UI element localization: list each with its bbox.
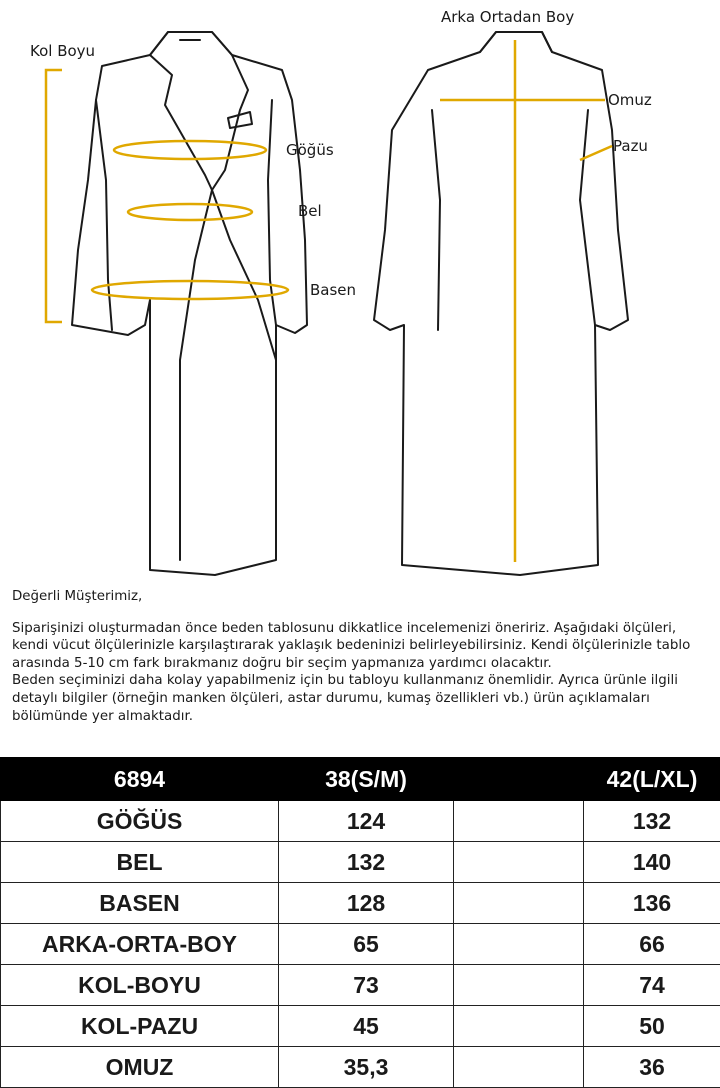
- header-size-lxl: 42(L/XL): [584, 758, 720, 801]
- kol-boyu-label: Kol Boyu: [30, 42, 95, 60]
- arka-orta-boy-label: Arka Ortadan Boy: [441, 8, 574, 26]
- cell-value: 36: [584, 1047, 720, 1088]
- cell-empty: [454, 924, 584, 965]
- table-row: [1, 1047, 720, 1088]
- cell-value: 140: [584, 842, 720, 883]
- table-row: [1, 965, 720, 1006]
- back-coat-sketch: [374, 32, 628, 575]
- header-size-sm: 38(S/M): [279, 758, 454, 801]
- cell-value: 128: [279, 883, 454, 924]
- cell-value: 132: [279, 842, 454, 883]
- cell-value: 35,3: [279, 1047, 454, 1088]
- cell-empty: [454, 842, 584, 883]
- row-label: GÖĞÜS: [1, 801, 279, 842]
- cell-value: 74: [584, 965, 720, 1006]
- header-model-code: 6894: [1, 758, 279, 801]
- table-row: [1, 1006, 720, 1047]
- cell-empty: [454, 965, 584, 1006]
- cell-empty: [454, 1006, 584, 1047]
- omuz-label: Omuz: [608, 91, 652, 109]
- cell-value: 50: [584, 1006, 720, 1047]
- row-label: BEL: [1, 842, 279, 883]
- row-label: OMUZ: [1, 1047, 279, 1088]
- cell-value: 65: [279, 924, 454, 965]
- table-row: [1, 842, 720, 883]
- row-label: ARKA-ORTA-BOY: [1, 924, 279, 965]
- notice-greeting: Değerli Müşterimiz,: [12, 588, 712, 606]
- cell-value: 45: [279, 1006, 454, 1047]
- gogus-label: Göğüs: [286, 141, 334, 159]
- cell-value: 73: [279, 965, 454, 1006]
- size-chart-table: [0, 757, 720, 1088]
- cell-empty: [454, 883, 584, 924]
- bel-label: Bel: [298, 202, 322, 220]
- table-header-row: [1, 758, 720, 801]
- row-label: KOL-PAZU: [1, 1006, 279, 1047]
- table-row: [1, 883, 720, 924]
- cell-empty: [454, 801, 584, 842]
- cell-empty: [454, 1047, 584, 1088]
- kol-boyu-guide: [46, 70, 62, 322]
- cell-value: 136: [584, 883, 720, 924]
- basen-label: Basen: [310, 281, 356, 299]
- table-row: [1, 924, 720, 965]
- notice-paragraph-2: Beden seçiminizi daha kolay yapabilmeniz için bu tabloyu kullanmanız önemlidir. Ayrıca ürünle ilgili detaylı bilgiler (örneğin manken ölçüleri, astar durumu, kumaş özellikleri vb.) ürün açıklamaları bölümünde yer almaktadır.: [12, 672, 712, 725]
- front-coat-sketch: [72, 32, 307, 575]
- pazu-label: Pazu: [613, 137, 648, 155]
- cell-value: 132: [584, 801, 720, 842]
- table-row: [1, 801, 720, 842]
- cell-value: 124: [279, 801, 454, 842]
- cell-value: 66: [584, 924, 720, 965]
- notice-paragraph-1: Siparişinizi oluşturmadan önce beden tablosunu dikkatlice incelemenizi öneririz. Aşağıdaki ölçüleri, kendi vücut ölçülerinizle karşılaştırarak yaklaşık bedeninizi belirleyebilirsiniz. Kendi ölçülerinizle tablo arasında 5-10 cm fark bırakmanız doğru bir seçim yapmanıza yardımcı olacaktır.: [12, 620, 712, 673]
- header-empty: [454, 758, 584, 801]
- row-label: BASEN: [1, 883, 279, 924]
- customer-notice: [12, 588, 712, 725]
- row-label: KOL-BOYU: [1, 965, 279, 1006]
